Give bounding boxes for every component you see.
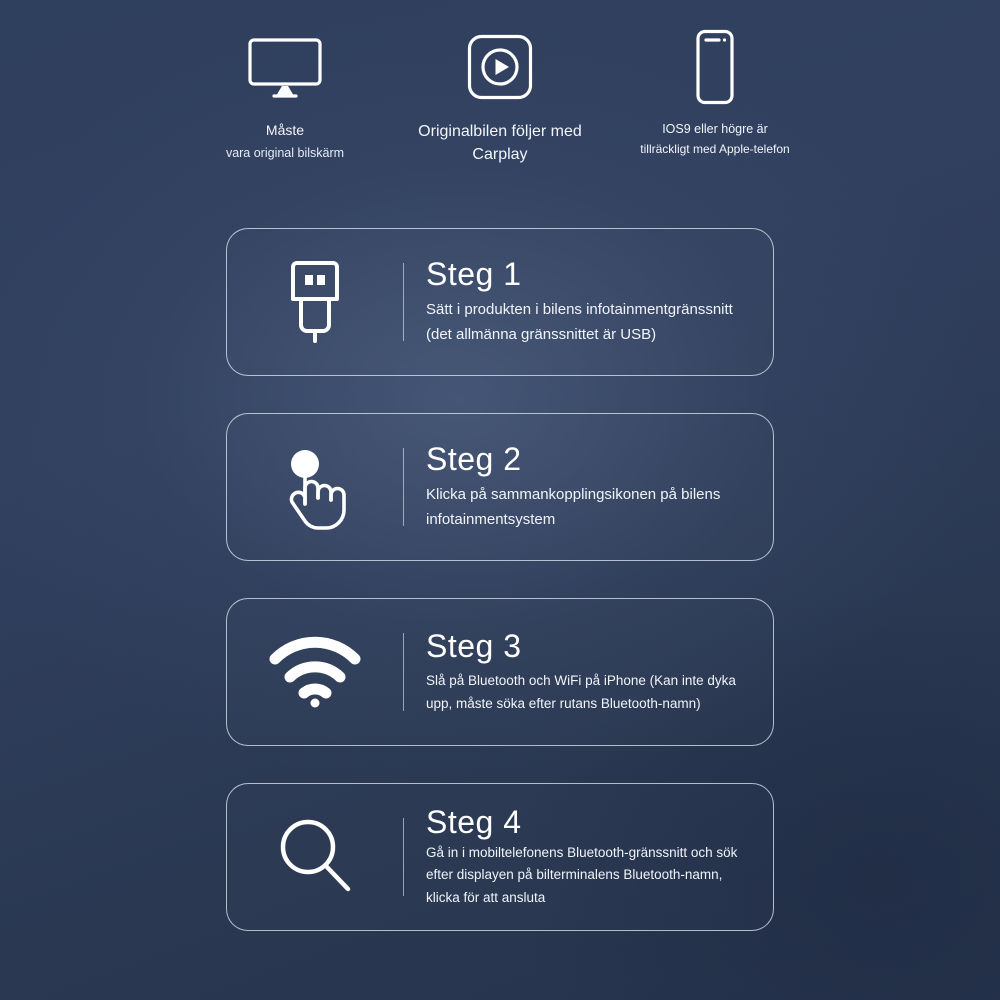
requirement-text xyxy=(418,120,582,166)
step-card-4 xyxy=(226,783,774,931)
requirement-line-2: Carplay xyxy=(472,146,528,164)
requirements-row xyxy=(0,22,1000,166)
requirement-text xyxy=(640,120,789,159)
requirement-text xyxy=(226,120,344,162)
step-card-1 xyxy=(226,228,774,376)
step-title: Steg 1 xyxy=(426,255,522,292)
step-card-2 xyxy=(226,413,774,561)
step-description: Slå på Bluetooth och WiFi på iPhone (Kan inte dyka upp, måste söka efter rutans Bluetooth-namn) xyxy=(426,673,736,711)
step-card-3 xyxy=(226,598,774,746)
phone-icon xyxy=(689,22,741,112)
steps-list xyxy=(226,228,774,931)
step-title: Steg 4 xyxy=(426,804,522,840)
requirement-item-monitor xyxy=(178,22,393,162)
usb-icon xyxy=(227,259,403,345)
requirement-line-1: Måste xyxy=(265,122,305,138)
requirement-item-carplay xyxy=(393,22,608,166)
step-title: Steg 2 xyxy=(426,440,522,477)
tap-hand-icon xyxy=(227,442,403,532)
step-description: Klicka på sammankopplingsikonen på bilens infotainmentsystem xyxy=(426,485,721,528)
step-description: Sätt i produkten i bilens infotainmentgränssnitt (det allmänna gränssnittet är USB) xyxy=(426,300,733,343)
step-body xyxy=(404,442,773,533)
step-description: Gå in i mobiltelefonens Bluetooth-gränssnitt och sök efter displayen på bilterminalens Bluetooth-namn, klicka för att ansluta xyxy=(426,845,738,905)
step-title: Steg 3 xyxy=(426,628,522,665)
carplay-icon xyxy=(467,22,533,112)
magnifier-icon xyxy=(227,814,403,900)
step-body xyxy=(404,629,773,715)
requirement-item-phone xyxy=(608,22,823,159)
step-body xyxy=(404,805,773,909)
requirement-line-1: IOS9 eller högre är xyxy=(662,122,768,136)
requirement-line-2: tillräckligt med Apple-telefon xyxy=(640,142,790,157)
wifi-icon xyxy=(227,635,403,709)
monitor-icon xyxy=(248,22,322,112)
requirement-line-2: vara original bilskärm xyxy=(225,146,345,161)
requirement-line-1: Originalbilen följer med xyxy=(418,123,582,140)
step-body xyxy=(404,257,773,348)
